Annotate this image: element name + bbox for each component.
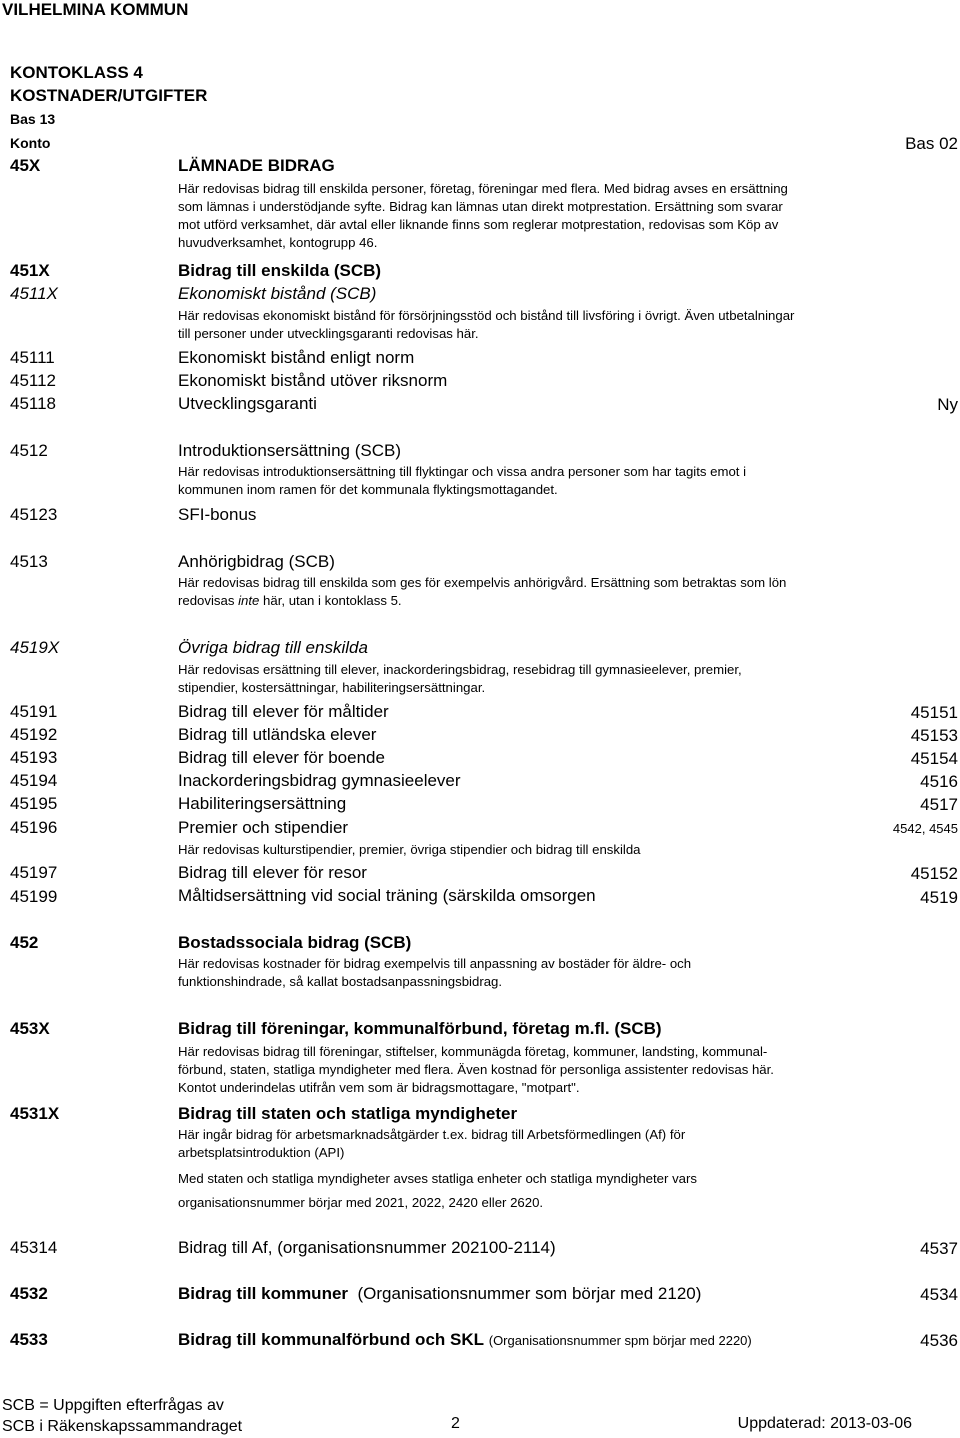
account-title: Ekonomiskt bistånd (SCB) — [178, 284, 377, 303]
account-code: 451X — [10, 261, 50, 280]
bas02-reference: 4537 — [920, 1239, 958, 1258]
account-code: 45194 — [10, 771, 58, 790]
account-code: 45196 — [10, 818, 58, 837]
bas02-reference: 4542, 4545 — [892, 821, 958, 836]
account-title: Bidrag till Af, (organisationsnummer 202100-2114) — [178, 1238, 556, 1257]
account-code: 4511X — [10, 284, 58, 303]
account-title: Inackorderingsbidrag gymnasieelever — [178, 771, 461, 790]
bas02-reference: 45151 — [910, 703, 958, 722]
account-title: Bidrag till kommunalförbund och SKL (Organisationsnummer spm börjar med 2220) — [178, 1330, 752, 1349]
account-description: Här redovisas ekonomiskt bistånd för försörjningsstöd och bistånd till livsföring i övrigt. Även utbetalningar till personer under utvecklingsgaranti redovisas här. — [178, 308, 795, 341]
account-code: 45112 — [10, 371, 57, 390]
account-code: 453X — [10, 1019, 50, 1038]
bas02-reference: 45152 — [910, 864, 958, 883]
account-title: SFI-bonus — [178, 505, 257, 524]
account-title: Bidrag till elever för boende — [178, 748, 385, 767]
account-code: 45X — [10, 156, 41, 175]
account-code: 4531X — [10, 1104, 60, 1123]
account-code: 45123 — [10, 505, 58, 524]
bas02-reference: 45153 — [910, 726, 958, 745]
account-code: 45111 — [10, 348, 55, 367]
page-number: 2 — [451, 1415, 460, 1432]
account-code: 45197 — [10, 863, 58, 882]
account-code: 45314 — [10, 1238, 58, 1257]
bas02-reference: 4516 — [920, 772, 958, 791]
account-description: Här redovisas ersättning till elever, inackorderingsbidrag, resebidrag till gymnasieelever, premier, stipendier, kostersättningar, habiliteringsersättningar. — [178, 662, 742, 695]
account-code: 4533 — [10, 1330, 48, 1349]
konto-label: Konto — [10, 135, 51, 151]
account-title: Bidrag till elever för resor — [178, 863, 367, 882]
account-title: Bidrag till kommuner (Organisationsnummer som börjar med 2120) — [178, 1284, 702, 1303]
account-code: 45193 — [10, 748, 58, 767]
bas02-reference: 4534 — [920, 1285, 958, 1304]
bas02-reference: 4536 — [920, 1331, 958, 1350]
account-title: Bidrag till enskilda (SCB) — [178, 261, 382, 280]
bas13-label: Bas 13 — [10, 111, 56, 127]
account-title: Premier och stipendier — [178, 818, 349, 837]
account-description: Här redovisas bidrag till enskilda som ges för exempelvis anhörigvård. Ersättning som betraktas som lön redovisas inte här, utan i kontoklass 5. — [178, 575, 787, 608]
account-title: Utvecklingsgaranti — [178, 394, 317, 413]
account-code: 45199 — [10, 887, 58, 906]
account-description: Här redovisas bidrag till föreningar, stiftelser, kommunägda företag, kommuner, landsting, kommunal- förbund, staten, statliga myndigheter med flera. Även kostnad för personliga assistenter redovisas här. Kontot underindelas utifrån vem som är bidragsmottagare, "motpart". — [178, 1044, 774, 1095]
bas02-reference: 4519 — [920, 888, 958, 907]
account-title: Anhörigbidrag (SCB) — [178, 552, 335, 571]
bas02-reference: Ny — [937, 395, 958, 414]
account-description-note: Med staten och statliga myndigheter avses statliga enheter och statliga myndigheter vars organisationsnummer börjar med 2021, 2022, 2420 eller 2620. — [178, 1171, 697, 1210]
account-code: 4512 — [10, 441, 48, 460]
class-subtitle: KOSTNADER/UTGIFTER — [10, 86, 208, 105]
account-title: Ekonomiskt bistånd utöver riksnorm — [178, 371, 448, 390]
bas02-reference: 4517 — [920, 795, 958, 814]
account-description: Här redovisas kulturstipendier, premier, övriga stipendier och bidrag till enskilda — [178, 842, 641, 857]
account-code: 45118 — [10, 394, 57, 413]
account-code: 4532 — [10, 1284, 48, 1303]
account-code: 45192 — [10, 725, 58, 744]
account-title: Bidrag till föreningar, kommunalförbund, företag m.fl. (SCB) — [178, 1019, 662, 1038]
account-code: 452 — [10, 933, 39, 952]
account-code: 4513 — [10, 552, 48, 571]
account-code: 45195 — [10, 794, 58, 813]
account-description: Här redovisas introduktionsersättning till flyktingar och vissa andra personer som har tagits emot i kommunen inom ramen för det kommunala flyktingsmottagandet. — [178, 464, 747, 497]
bas02-label: Bas 02 — [905, 134, 958, 153]
class-title: KONTOKLASS 4 — [10, 63, 143, 82]
account-title: Måltidsersättning vid social träning (särskilda omsorgen — [178, 886, 596, 905]
updated-date: Uppdaterad: 2013-03-06 — [737, 1415, 912, 1432]
account-title: Bostadssociala bidrag (SCB) — [178, 933, 412, 952]
account-code: 4519X — [10, 638, 60, 657]
account-title: Introduktionsersättning (SCB) — [178, 441, 401, 460]
account-title: Bidrag till staten och statliga myndigheter — [178, 1104, 518, 1123]
account-title: LÄMNADE BIDRAG — [178, 156, 335, 175]
bas02-reference: 45154 — [910, 749, 958, 768]
account-description: Här ingår bidrag för arbetsmarknadsåtgärder t.ex. bidrag till Arbetsförmedlingen (Af) för arbetsplatsintroduktion (API) — [178, 1127, 686, 1160]
account-title: Övriga bidrag till enskilda — [178, 638, 368, 657]
account-title: Bidrag till utländska elever — [178, 725, 377, 744]
account-code: 45191 — [10, 702, 58, 721]
account-description: Här redovisas bidrag till enskilda personer, företag, föreningar med flera. Med bidrag avses en ersättning som lämnas i understödjande syfte. Bidrag kan lämnas utan direkt motprestation. Ersättning som svarar mot utförd verksamhet, där avtal eller liknande finns som reglerar motprestation, redovisas som Köp av huvudverksamhet, kontogrupp 46. — [178, 181, 788, 250]
account-title: Habiliteringsersättning — [178, 794, 347, 813]
account-title: Ekonomiskt bistånd enligt norm — [178, 348, 415, 367]
account-title: Bidrag till elever för måltider — [178, 702, 389, 721]
account-description: Här redovisas kostnader för bidrag exempelvis till anpassning av bostäder för äldre- och funktionshindrade, så kallat bostadsanpassningsbidrag. — [178, 956, 692, 989]
municipality-header: VILHELMINA KOMMUN — [2, 0, 189, 19]
footer-legend: SCB = Uppgiften efterfrågas av SCB i Räkenskapssammandraget — [2, 1397, 243, 1435]
